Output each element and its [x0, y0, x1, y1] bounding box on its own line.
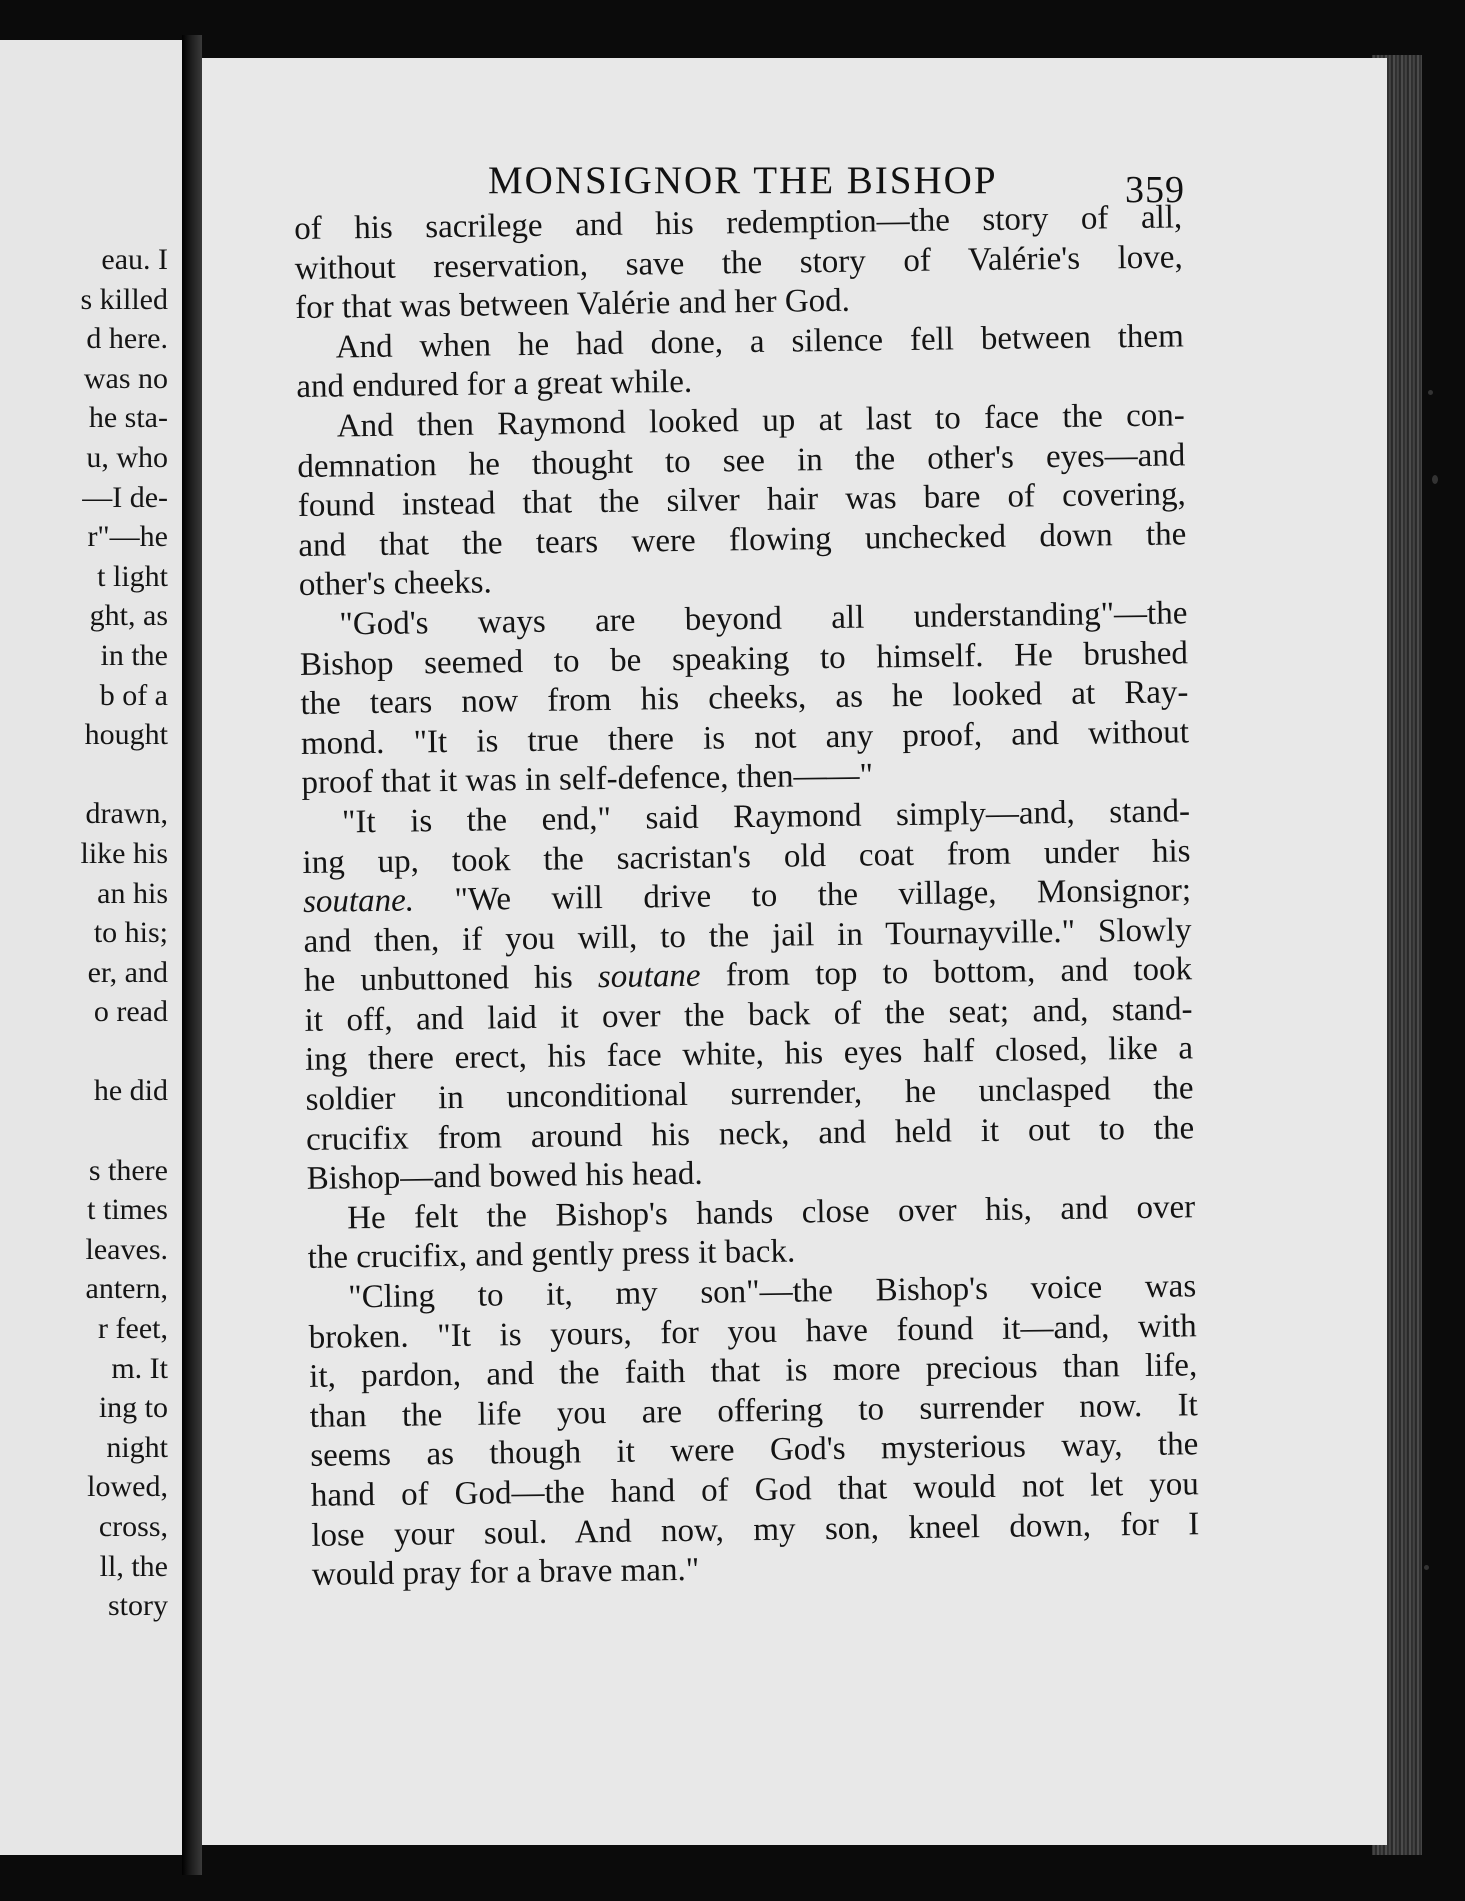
left-page-line: r feet,: [98, 1312, 168, 1346]
left-page-line: was no: [83, 361, 168, 395]
text-line: hand of God—the hand of God that would not let you: [310, 1466, 1199, 1514]
left-page-line: eau. I: [101, 243, 168, 276]
left-page-line: story: [108, 1589, 168, 1623]
left-page-line: s there: [88, 1153, 168, 1187]
running-header: MONSIGNOR THE BISHOP: [488, 159, 998, 202]
text-line: "God's ways are beyond all understanding"—the: [339, 595, 1188, 643]
text-line: it off, and laid it over the back of the seat; and, stand-: [304, 991, 1193, 1039]
left-page-line: he did: [93, 1074, 168, 1108]
left-page-line: like his: [80, 836, 168, 870]
text-line: mond. "It is true there is not any proof, and without: [300, 714, 1190, 762]
left-page-line: ght, as: [89, 599, 168, 633]
left-page-line: t light: [97, 559, 168, 593]
text-line: "Cling to it, my son"—the Bishop's voice was: [348, 1268, 1197, 1316]
left-page-line: antern,: [85, 1272, 168, 1306]
page-body: [294, 198, 1200, 1595]
text-line: of his sacrilege and his redemption—the story of all,: [294, 199, 1183, 247]
text-line: Bishop—and bowed his head.: [306, 1155, 703, 1198]
left-page-line: leaves.: [85, 1232, 168, 1266]
text-line: and endured for a great while.: [296, 364, 693, 406]
text-line: seems as though it were God's mysterious way, the: [310, 1426, 1199, 1475]
left-page-line: he sta-: [88, 401, 168, 435]
text-line: And then Raymond looked up at last to face the con-: [336, 397, 1185, 445]
left-page-line: d here.: [86, 322, 168, 356]
text-line: and that the tears were flowing unchecked down the: [298, 516, 1187, 564]
left-page-line: night: [106, 1430, 168, 1464]
text-line: proof that it was in self-defence, then——": [301, 757, 874, 802]
left-page-line: drawn,: [85, 797, 168, 831]
text-line: would pray for a brave man.": [311, 1552, 700, 1594]
left-page-line: t times: [87, 1193, 168, 1227]
text-line: ing up, took the sacristan's old coat from under his: [302, 832, 1191, 881]
text-line: soldier in unconditional surrender, he unclasped the: [305, 1070, 1194, 1118]
book-gutter: [182, 35, 202, 1875]
scan-speck: [1432, 475, 1438, 484]
text-line: And when he had done, a silence fell between them: [335, 318, 1184, 366]
text-line: He felt the Bishop's hands close over his, and over: [346, 1189, 1196, 1237]
left-page-line: ll, the: [99, 1549, 168, 1583]
text-line: "It is the end," said Raymond simply—and, stand-: [341, 793, 1191, 841]
left-page-text: [81, 240, 169, 1626]
text-line: for that was between Valérie and her God.: [295, 282, 851, 327]
text-line: and then, if you will, to the jail in Tournayville." Slowly: [303, 912, 1192, 960]
left-page-line: er, and: [87, 955, 168, 989]
left-page-line: [81, 755, 169, 795]
text-line: ing there erect, his face white, his eyes half closed, like a: [304, 1030, 1194, 1079]
scan-speck: [1428, 390, 1433, 395]
text-line: without reservation, save the story of Valérie's love,: [294, 238, 1183, 287]
left-page-line: u, who: [86, 440, 168, 474]
text-line: demnation he thought to see in the other's eyes—and: [297, 436, 1186, 485]
left-page-line: o read: [93, 995, 168, 1029]
scan-speck: [1424, 1565, 1429, 1570]
left-page-line: m. It: [111, 1351, 168, 1385]
left-page-line: b of a: [99, 678, 168, 712]
text-line: soutane. "We will drive to the village, Monsignor;: [302, 872, 1192, 921]
text-line: lose your soul. And now, my son, kneel down, for I: [311, 1505, 1200, 1554]
text-line: than the life you are offering to surrender now. It: [309, 1387, 1198, 1435]
left-page-line: lowed,: [87, 1470, 168, 1504]
left-page-line: [81, 1111, 169, 1151]
left-page-line: s killed: [80, 282, 168, 316]
page-number: 359: [1125, 169, 1185, 211]
left-page-line: hought: [84, 718, 168, 752]
left-page-line: r"—he: [87, 520, 168, 554]
text-line: crucifix from around his neck, and held it out to the: [305, 1109, 1195, 1158]
text-line: Bishop seemed to be speaking to himself. He brushed: [299, 634, 1189, 683]
text-line: found instead that the silver hair was bare of covering,: [297, 476, 1187, 525]
left-page-line: cross,: [98, 1510, 168, 1543]
text-line: the tears now from his cheeks, as he looked at Ray-: [300, 674, 1189, 723]
text-line: it, pardon, and the faith that is more precious than life,: [309, 1347, 1198, 1396]
left-page-line: in the: [100, 638, 168, 672]
text-line: the crucifix, and gently press it back.: [307, 1233, 796, 1277]
left-page: [0, 40, 182, 1855]
text-line: broken. "It is yours, for you have found it—and, with: [308, 1307, 1197, 1356]
left-page-line: [81, 1032, 169, 1072]
text-line: other's cheeks.: [298, 564, 493, 604]
left-page-line: —I de-: [82, 480, 168, 514]
left-page-line: an his: [97, 876, 168, 910]
left-page-line: ing to: [98, 1391, 168, 1425]
text-line: he unbuttoned his soutane from top to bottom, and took: [303, 951, 1193, 1000]
left-page-line: to his;: [93, 916, 168, 950]
